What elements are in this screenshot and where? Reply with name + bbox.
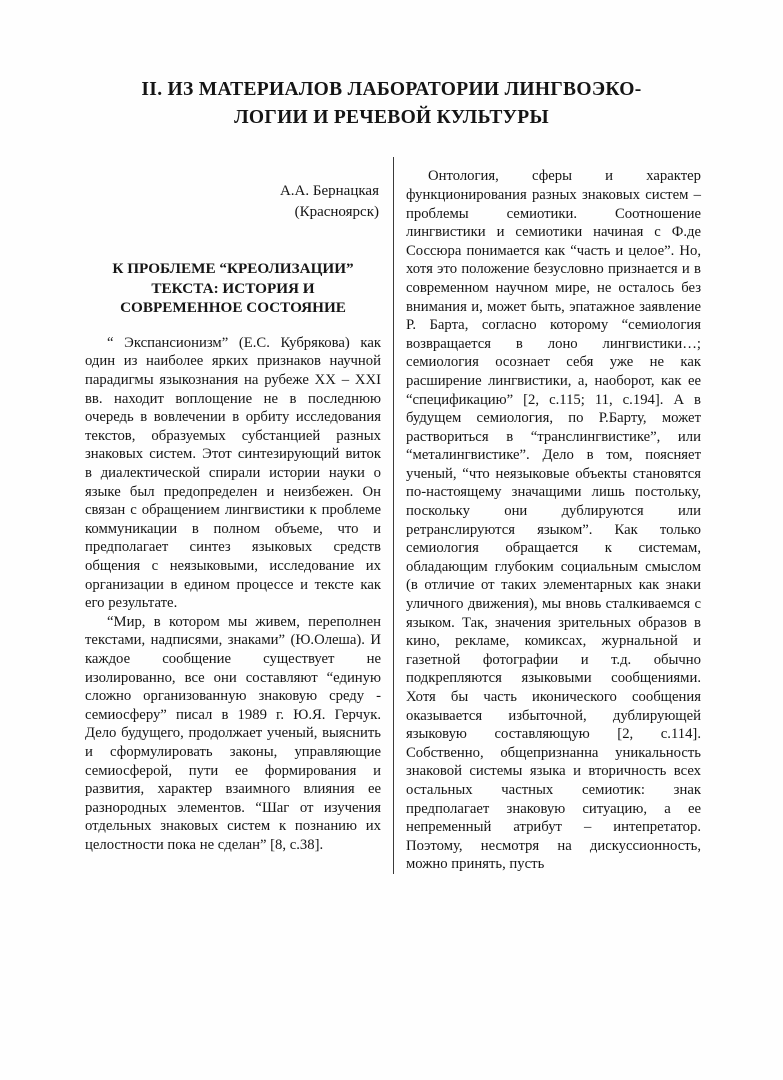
article-heading-line-3: СОВРЕМЕННОЕ СОСТОЯНИЕ <box>120 299 346 317</box>
article-heading <box>91 259 375 318</box>
column-divider <box>393 157 394 874</box>
page-title-line-2: ЛОГИИ И РЕЧЕВОЙ КУЛЬТУРЫ <box>234 106 549 128</box>
paragraph: Онтология, сферы и характер функционирования разных знаковых систем – проблемы семиотики. Соотношение лингвистики и семиотики начиная с Ф.де Соссюра понимается как “часть и целое”. Но, хотя это положение безусловно признается и в современном научном мире, не осталось без внимания и, может быть, эпатажное заявление Р. Барта, согласно которому “семиология возвращается в лоно лингвистики…; семиология осознает себя уже не как расширение лингвистики, а, наоборот, как ее “спецификацию” [2, с.115; 11, с.194]. А в будущем семиология, по Р.Барту, может раствориться в “транслингвистике”, или “металингвистике”. Дело в том, поясняет ученый, “что неязыковые объекты становятся по-настоящему значащими лишь постольку, поскольку они дублируются или ретранслируются языком”. Как только семиология обращается к системам, обладающим глубоким социальным смыслом (в отличие от таких элементарных как знаки уличного движения), мы вновь сталкиваемся с языком. Так, значения зрительных образов в кино, рекламе, комиксах, журнальной и газетной фотографии и т.д. обычно подкрепляются языковыми сообщениями. Хотя бы часть иконического сообщения оказывается избыточной, дублирующей языковую составляющую [2, с.114]. Собственно, общепризнанна уникальность знаковой системы языка и вторичность всех остальных частных семиотик: знак предполагает знаковую ситуацию, а ее непременный атрибут – интепретатор. Поэтому, несмотря на дискуссионность, можно принять, пусть <box>406 168 701 873</box>
page-title-line-1: II. ИЗ МАТЕРИАЛОВ ЛАБОРАТОРИИ ЛИНГВОЭКО- <box>141 79 642 100</box>
paragraph: “Мир, в котором мы живем, переполнен текстами, надписями, знаками” (Ю.Олеша). И каждое сообщение существует не изолированно, все они составляют “единую сложно организованную знаковую среду - семиосферу” писал в 1989 г. Ю.Я. Герчук. Дело будущего, продолжает ученый, выяснить и сформулировать законы, управляющие семиосферой, пути ее формирования и развития, характер взаимного влияния ее разнородных элементов. “Шаг от изучения отдельных знаковых систем к познанию их целостности пока не сделан” [8, с.38]. <box>85 613 381 853</box>
right-column <box>406 157 701 874</box>
author-location: (Красноярск) <box>294 204 379 221</box>
left-column <box>85 157 381 874</box>
author-name: А.А. Бернацкая <box>279 183 379 200</box>
article-heading-line-1: К ПРОБЛЕМЕ “КРЕОЛИЗАЦИИ” <box>112 260 354 278</box>
paragraph: “ Экспансионизм” (Е.С. Кубрякова) как один из наиболее ярких признаков научной парадигмы языкознания на рубеже XX – XXI вв. находит воплощение не в последнюю очередь в вовлечении в орбиту исследования текстов, образуемых субстанцией разных знаковых систем. Этот синтезирующий виток в диалектической спирали истории науки о языке был предопределен и неизбежен. Он связан с обращением лингвистики к проблеме коммуникации в полном объеме, что и предполагает синтез языковых средств общения с неязыковыми, исследование их организации в едином процессе и тексте как его результате. <box>85 334 381 612</box>
author-block <box>85 181 379 223</box>
article-heading-line-2: ТЕКСТА: ИСТОРИЯ И <box>151 279 315 297</box>
page-title <box>55 76 728 131</box>
two-column-content <box>85 157 701 874</box>
